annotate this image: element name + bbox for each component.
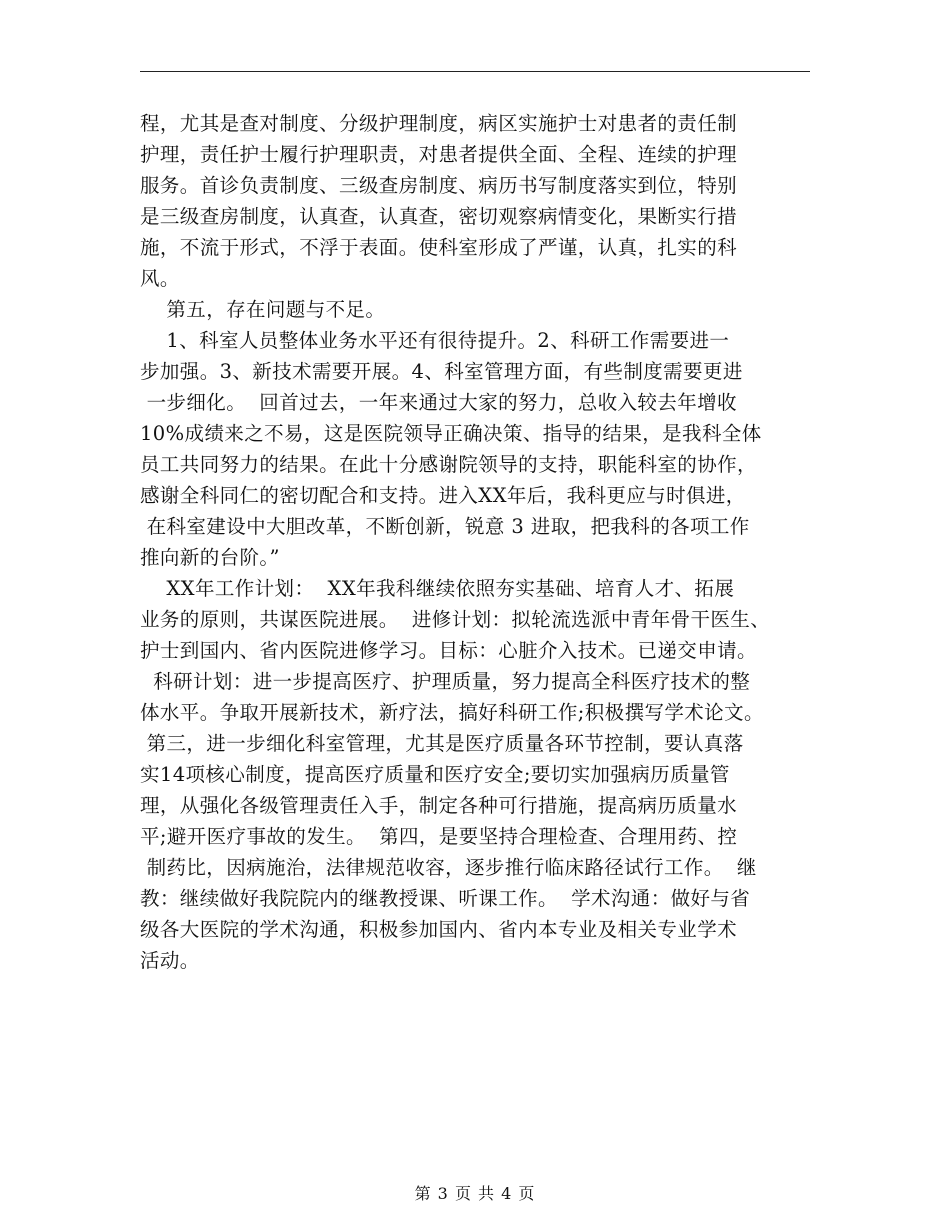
- text-line: 第三，进一步细化科室管理，尤其是医疗质量各环节控制，要认真落: [140, 732, 744, 755]
- header-rule: [140, 71, 810, 72]
- page-footer: 第 3 页 共 4 页: [414, 1184, 536, 1203]
- text-line: 平;避开医疗事故的发生。 第四，是要坚持合理检查、合理用药、控: [140, 825, 738, 848]
- text-line: XX年工作计划： XX年我科继续依照夯实基础、培育人才、拓展: [140, 577, 735, 600]
- text-line: 施，不流于形式，不浮于表面。使科室形成了严谨，认真，扎实的科: [140, 236, 738, 259]
- text-line: 业务的原则，共谋医院进展。 进修计划：拟轮流选派中青年骨干医生、: [140, 608, 771, 631]
- text-line: 服务。首诊负责制度、三级查房制度、病历书写制度落实到位，特别: [140, 174, 738, 197]
- text-line: 10%成绩来之不易，这是医院领导正确决策、指导的结果，是我科全体: [140, 422, 762, 445]
- text-line: 护士到国内、省内医院进修学习。目标：心脏介入技术。已递交申请。: [140, 639, 757, 662]
- text-line: 护理，责任护士履行护理职责，对患者提供全面、全程、连续的护理: [140, 143, 738, 166]
- text-line: 体水平。争取开展新技术，新疗法，搞好科研工作;积极撰写学术论文。: [140, 701, 764, 724]
- text-line: 是三级查房制度，认真查，认真查，密切观察病情变化，果断实行措: [140, 205, 738, 228]
- text-line: 员工共同努力的结果。在此十分感谢院领导的支持，职能科室的协作，: [140, 453, 757, 476]
- text-line: 理，从强化各级管理责任入手，制定各种可行措施，提高病历质量水: [140, 794, 738, 817]
- text-line: 在科室建设中大胆改革，不断创新，锐意 3 进取，把我科的各项工作: [140, 515, 750, 538]
- text-line: 一步细化。 回首过去，一年来通过大家的努力，总收入较去年增收: [140, 391, 737, 414]
- text-line: 步加强。3、新技术需要开展。4、科室管理方面，有些制度需要更进: [140, 360, 743, 383]
- text-line: 级各大医院的学术沟通，积极参加国内、省内本专业及相关专业学术: [140, 918, 738, 941]
- text-line: 感谢全科同仁的密切配合和支持。进入XX年后，我科更应与时俱进，: [140, 484, 746, 507]
- text-line: 实14项核心制度，提高医疗质量和医疗安全;要切实加强病历质量管: [140, 763, 730, 786]
- text-line: 制药比，因病施治，法律规范收容，逐步推行临床路径试行工作。 继: [140, 856, 757, 879]
- text-line: 活动。: [140, 949, 200, 972]
- text-line: 第五，存在问题与不足。: [140, 298, 386, 321]
- text-line: 程，尤其是查对制度、分级护理制度，病区实施护士对患者的责任制: [140, 112, 738, 135]
- text-line: 推向新的台阶。”: [140, 546, 280, 569]
- text-line: 教：继续做好我院院内的继教授课、听课工作。 学术沟通：做好与省: [140, 887, 751, 910]
- body-text: [140, 108, 812, 976]
- text-line: 风。: [140, 267, 180, 290]
- text-line: 科研计划：进一步提高医疗、护理质量，努力提高全科医疗技术的整: [140, 670, 751, 693]
- text-line: 1、科室人员整体业务水平还有很待提升。2、科研工作需要进一: [140, 329, 730, 352]
